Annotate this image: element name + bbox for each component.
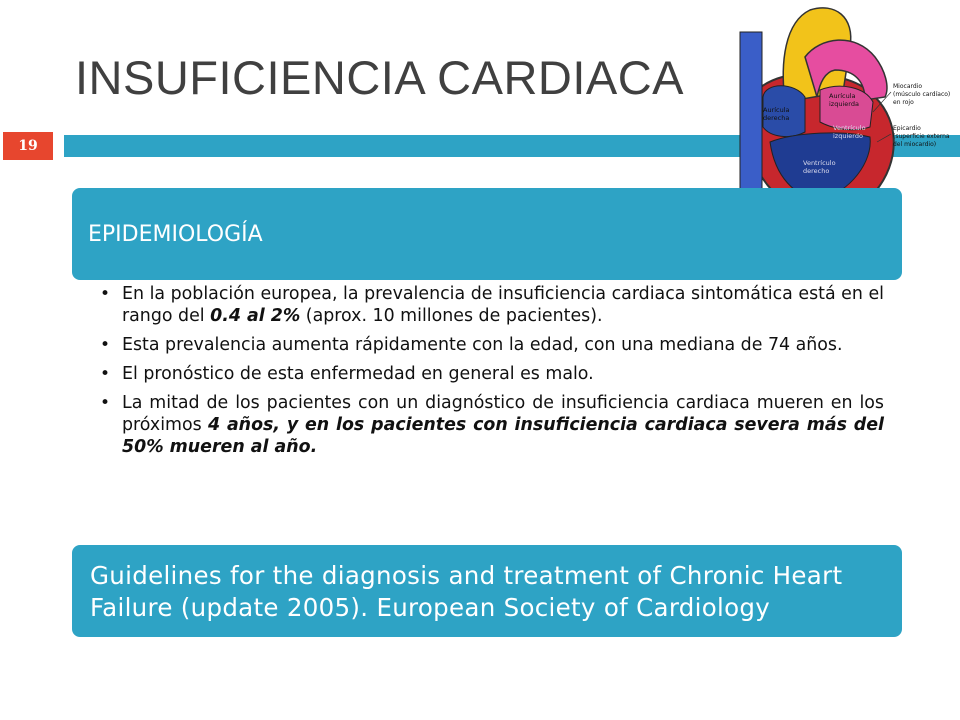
slide-title: INSUFICIENCIA CARDIACA: [75, 51, 685, 104]
bullet-item: • El pronóstico de esta enfermedad en general es malo.: [98, 363, 884, 385]
bullet-item: • La mitad de los pacientes con un diagnóstico de insuficiencia cardiaca mueren en los próximos 4 años, y en los pacientes con insuficiencia cardiaca severa más del 50% mueren al año.: [98, 392, 884, 458]
reference-text: Guidelines for the diagnosis and treatment of Chronic Heart Failure (update 2005). European Society of Cardiology: [90, 561, 843, 622]
bullet-item: • En la población europea, la prevalencia de insuficiencia cardiaca sintomática está en el rango del 0.4 al 2% (aprox. 10 millones de pacientes).: [98, 283, 884, 327]
label-ventriculo-derecho: Ventrículo derecho: [803, 159, 836, 175]
label-miocardio: Miocardio (músculo cardíaco) en rojo: [893, 83, 951, 106]
epidemiology-bullet-list: [98, 283, 884, 465]
epidemiology-heading: EPIDEMIOLOGÍA: [88, 222, 263, 247]
label-epicardio: Epicardio (superficie externa del miocardio): [893, 125, 950, 148]
bullet-item: • Esta prevalencia aumenta rápidamente con la edad, con una mediana de 74 años.: [98, 334, 884, 356]
label-ventriculo-izquierdo: Ventrículo izquierdo: [833, 124, 866, 140]
label-auricula-izquierda: Aurícula izquierda: [829, 92, 859, 108]
label-auricula-derecha: Aurícula derecha: [763, 106, 790, 122]
page-number-badge: 19: [3, 132, 53, 160]
